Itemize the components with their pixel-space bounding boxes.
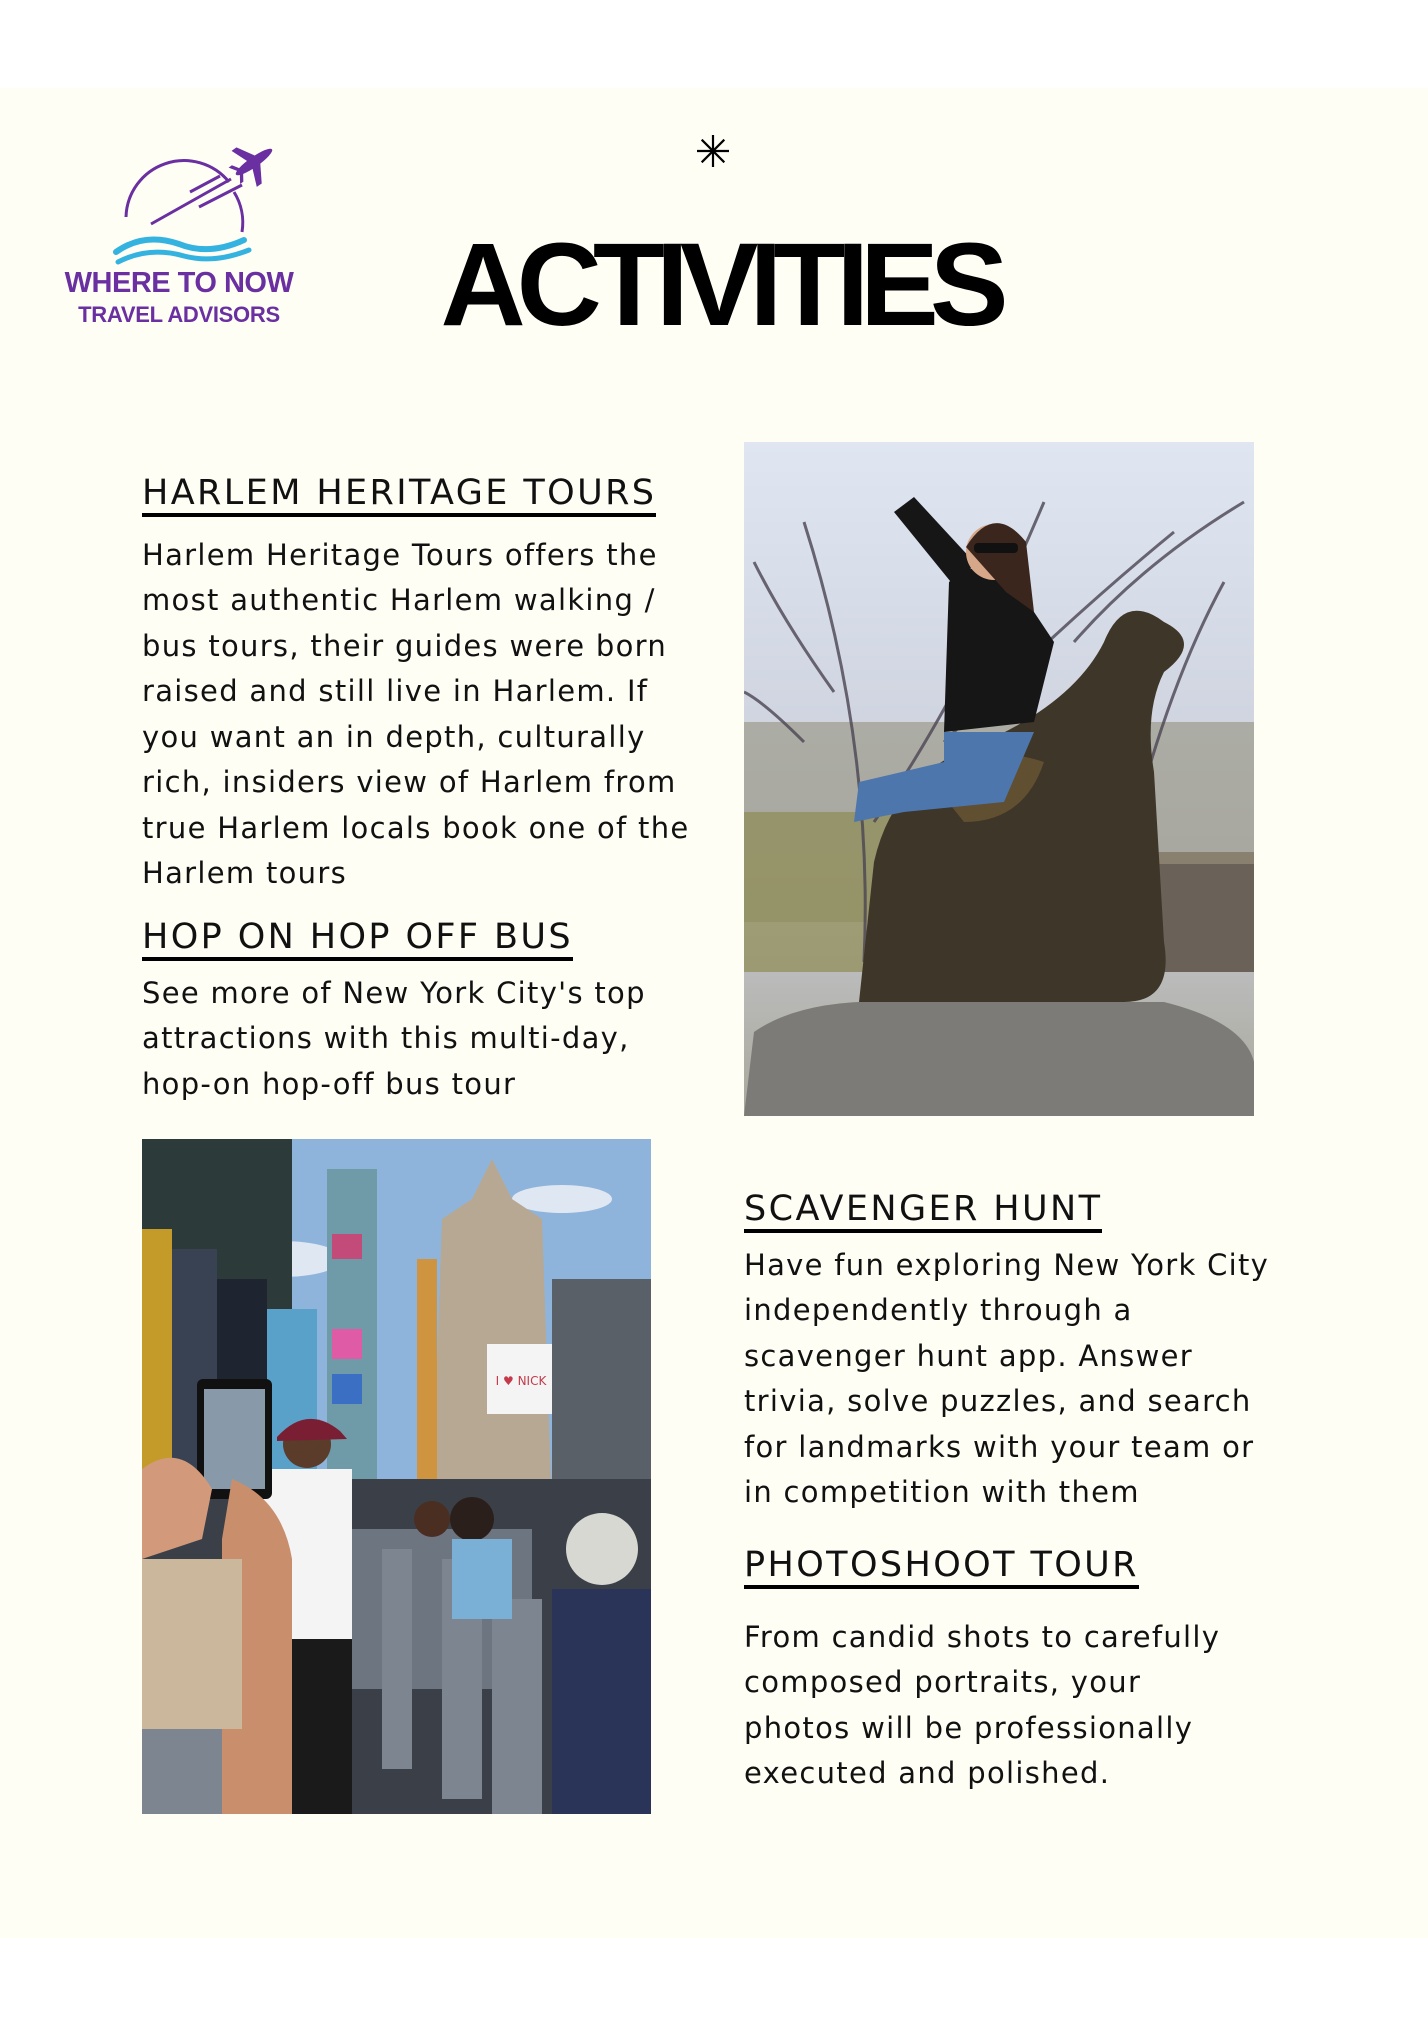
section-body bbox=[142, 971, 702, 1108]
brand-logo bbox=[44, 132, 314, 332]
body-line: See more of New York City's top bbox=[142, 975, 646, 1010]
body-line: in competition with them bbox=[744, 1475, 1140, 1509]
asterisk-icon bbox=[696, 134, 730, 168]
photo-bus-tour bbox=[142, 1139, 651, 1814]
brand-name: WHERE TO NOW bbox=[64, 267, 294, 299]
body-line: executed and polished. bbox=[744, 1756, 1111, 1790]
body-line: rich, insiders view of Harlem from bbox=[142, 765, 677, 799]
body-line: scavenger hunt app. Answer bbox=[744, 1338, 1193, 1373]
body-line: you want an in depth, culturally bbox=[142, 719, 646, 754]
section-heading: PHOTOSHOOT TOUR bbox=[744, 1546, 1139, 1589]
section-scavenger-hunt bbox=[744, 1190, 1344, 1516]
photo-dog-statue bbox=[744, 442, 1254, 1116]
body-line: for landmarks with your team or bbox=[744, 1429, 1255, 1464]
section-harlem-heritage-tours bbox=[142, 474, 742, 897]
body-line: photos will be professionally bbox=[744, 1710, 1194, 1745]
section-heading: HOP ON HOP OFF BUS bbox=[142, 918, 573, 961]
body-line: true Harlem locals book one of the bbox=[142, 810, 690, 845]
section-body bbox=[744, 1615, 1344, 1797]
body-line: bus tours, their guides were born bbox=[142, 628, 668, 663]
section-heading: HARLEM HERITAGE TOURS bbox=[142, 474, 656, 517]
body-line: Harlem tours bbox=[142, 856, 347, 890]
section-heading: SCAVENGER HUNT bbox=[744, 1190, 1102, 1233]
section-body bbox=[744, 1243, 1344, 1516]
body-line: Harlem Heritage Tours offers the bbox=[142, 537, 658, 572]
body-line: raised and still live in Harlem. If bbox=[142, 674, 649, 708]
billboard-text: I ♥ NICK bbox=[495, 1374, 547, 1388]
airplane-sun-waves-logo-icon bbox=[104, 132, 284, 267]
section-body bbox=[142, 533, 742, 897]
section-photoshoot-tour bbox=[744, 1546, 1344, 1797]
body-line: most authentic Harlem walking / bbox=[142, 583, 656, 617]
body-line: From candid shots to carefully bbox=[744, 1619, 1221, 1654]
body-line: Have fun exploring New York City bbox=[744, 1247, 1270, 1282]
body-line: composed portraits, your bbox=[744, 1665, 1142, 1699]
brand-tagline: TRAVEL ADVISORS bbox=[78, 302, 280, 327]
body-line: independently through a bbox=[744, 1293, 1133, 1327]
body-line: trivia, solve puzzles, and search bbox=[744, 1384, 1252, 1418]
body-line: hop-on hop-off bus tour bbox=[142, 1066, 517, 1101]
page-title: ACTIVITIES bbox=[440, 219, 1000, 351]
body-line: attractions with this multi-day, bbox=[142, 1021, 630, 1055]
section-hop-on-hop-off-bus bbox=[142, 918, 702, 1107]
